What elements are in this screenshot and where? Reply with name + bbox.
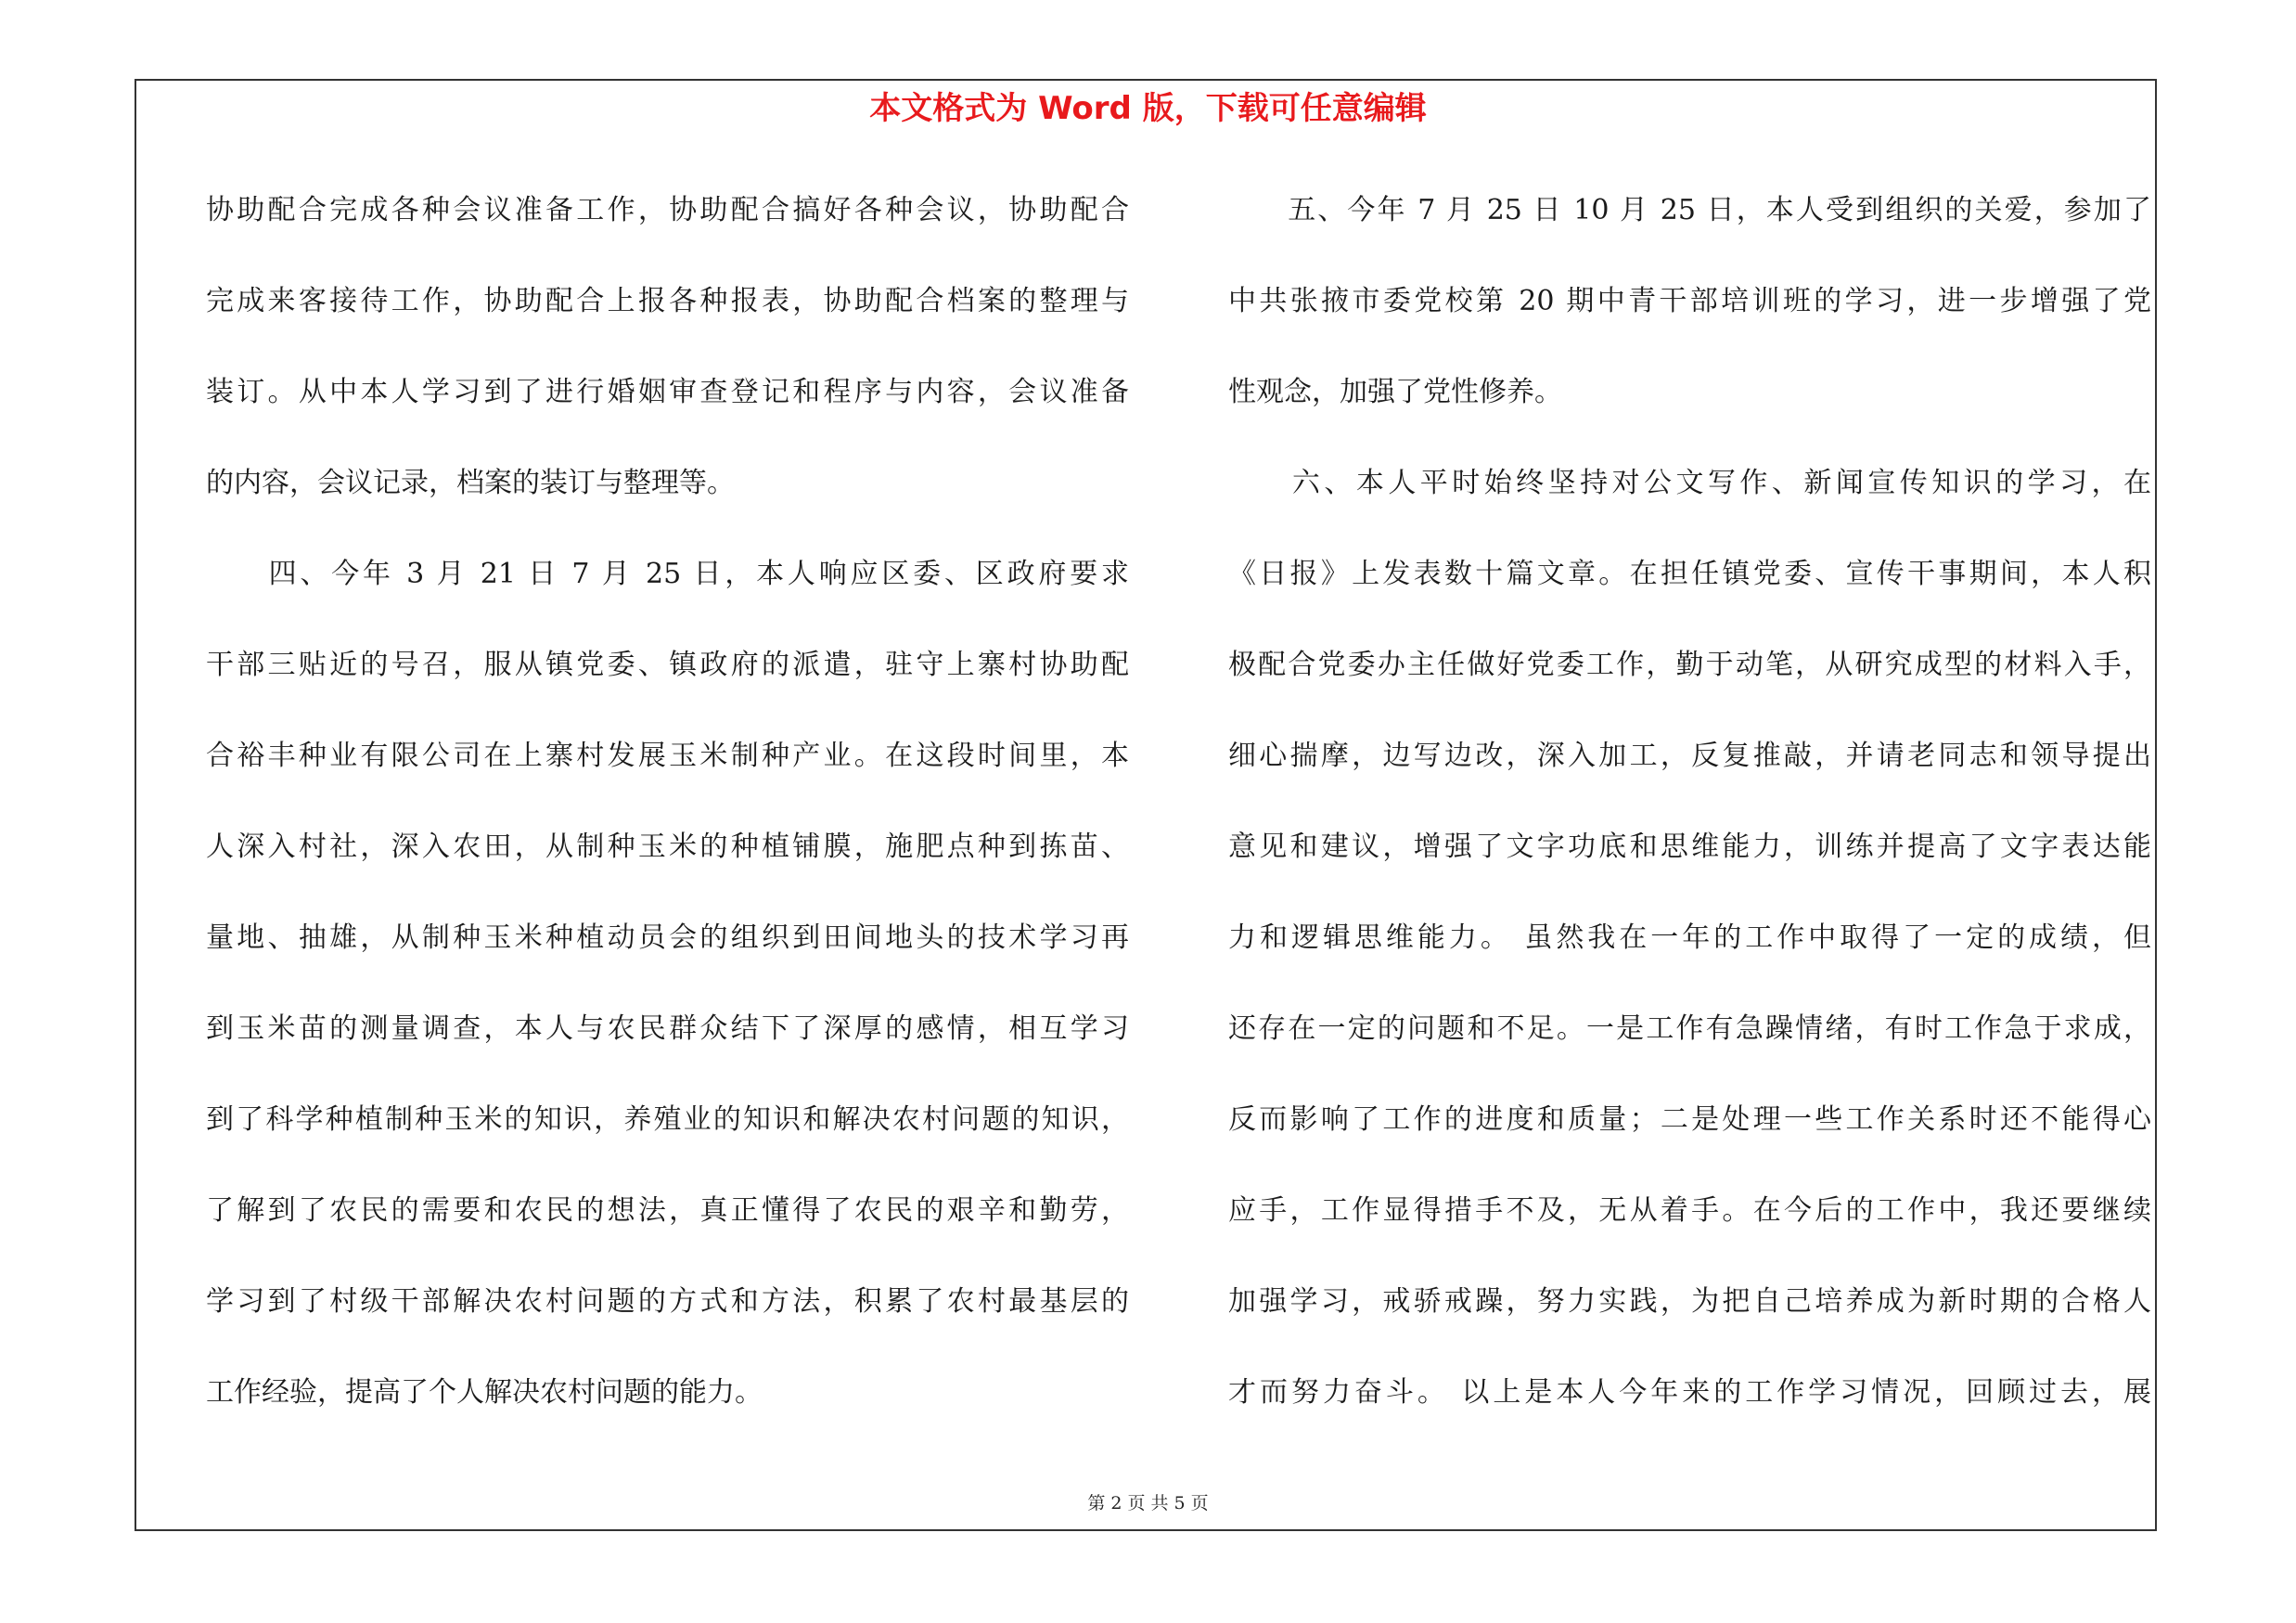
- text-line: 细心揣摩，边写边改，深入加工，反复推敲，并请老同志和领导提出: [1228, 740, 2151, 772]
- left-text-column: [206, 181, 1129, 1454]
- text-line: 极配合党委办主任做好党委工作，勤于动笔，从研究成型的材料入手，: [1228, 649, 2151, 681]
- text-line: 五、今年 7 月 25 日 10 月 25 日，本人受到组织的关爱，参加了: [1228, 194, 2151, 226]
- text-line: 完成来客接待工作，协助配合上报各种报表，协助配合档案的整理与: [206, 285, 1129, 317]
- text-line: 干部三贴近的号召，服从镇党委、镇政府的派遣，驻守上寨村协助配: [206, 649, 1129, 681]
- text-line: 量地、抽雄，从制种玉米种植动员会的组织到田间地头的技术学习再: [206, 921, 1129, 954]
- text-line: 力和逻辑思维能力。 虽然我在一年的工作中取得了一定的成绩，但: [1228, 921, 2151, 954]
- text-line: 意见和建议，增强了文字功底和思维能力，训练并提高了文字表达能: [1228, 831, 2151, 863]
- format-notice-banner: 本文格式为 Word 版，下载可任意编辑: [869, 90, 1427, 127]
- text-line: 了解到了农民的需要和农民的想法，真正懂得了农民的艰辛和勤劳，: [206, 1194, 1129, 1227]
- text-line: 学习到了村级干部解决农村问题的方式和方法，积累了农村最基层的: [206, 1285, 1129, 1318]
- text-line: 到了科学种植制种玉米的知识，养殖业的知识和解决农村问题的知识，: [206, 1103, 1129, 1136]
- text-line: 的内容，会议记录，档案的装订与整理等。: [206, 467, 735, 499]
- text-line: 到玉米苗的测量调查，本人与农民群众结下了深厚的感情，相互学习: [206, 1012, 1129, 1045]
- text-line: 协助配合完成各种会议准备工作，协助配合搞好各种会议，协助配合: [206, 194, 1129, 226]
- text-line: 工作经验，提高了个人解决农村问题的能力。: [206, 1376, 763, 1409]
- text-line: 还存在一定的问题和不足。一是工作有急躁情绪，有时工作急于求成，: [1228, 1012, 2151, 1045]
- text-line: 《日报》上发表数十篇文章。在担任镇党委、宣传干事期间，本人积: [1228, 558, 2151, 590]
- right-text-column: [1228, 181, 2151, 1454]
- text-line: 中共张掖市委党校第 20 期中青干部培训班的学习，进一步增强了党: [1228, 285, 2151, 317]
- text-line: 六、本人平时始终坚持对公文写作、新闻宣传知识的学习，在: [1228, 467, 2151, 499]
- text-line: 反而影响了工作的进度和质量；二是处理一些工作关系时还不能得心: [1228, 1103, 2151, 1136]
- text-line: 加强学习，戒骄戒躁，努力实践，为把自己培养成为新时期的合格人: [1228, 1285, 2151, 1318]
- text-line: 应手，工作显得措手不及，无从着手。在今后的工作中，我还要继续: [1228, 1194, 2151, 1227]
- text-line: 性观念，加强了党性修养。: [1228, 376, 1562, 408]
- text-line: 才而努力奋斗。 以上是本人今年来的工作学习情况，回顾过去，展: [1228, 1376, 2151, 1409]
- text-line: 四、今年 3 月 21 日 7 月 25 日，本人响应区委、区政府要求: [206, 558, 1129, 590]
- text-line: 合裕丰种业有限公司在上寨村发展玉米制种产业。在这段时间里，本: [206, 740, 1129, 772]
- page-number-footer: 第 2 页 共 5 页: [1087, 1493, 1209, 1514]
- text-line: 装订。从中本人学习到了进行婚姻审查登记和程序与内容，会议准备: [206, 376, 1129, 408]
- text-line: 人深入村社，深入农田，从制种玉米的种植铺膜，施肥点种到拣苗、: [206, 831, 1129, 863]
